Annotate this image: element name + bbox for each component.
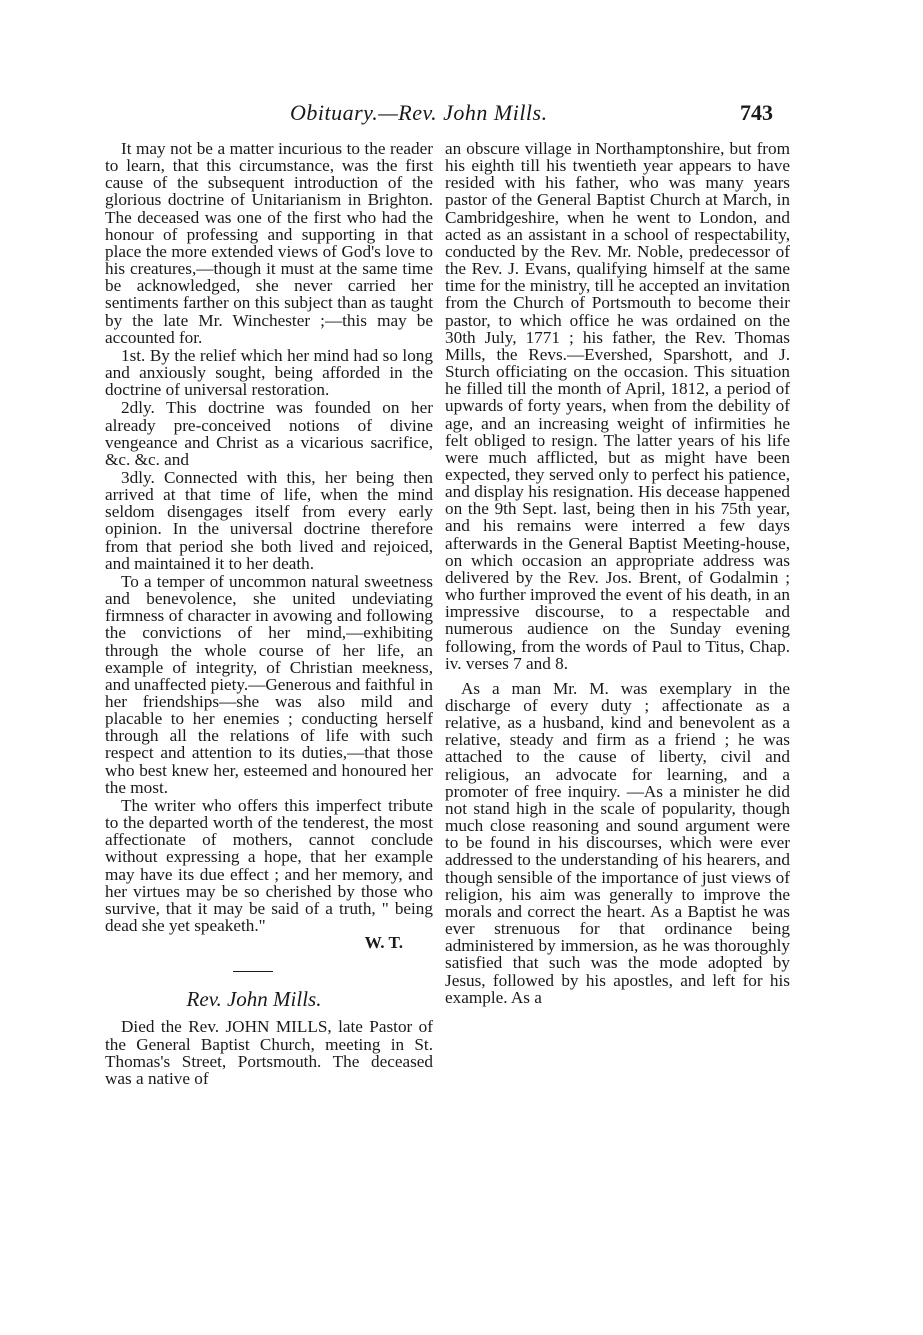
running-title: Obituary.—Rev. John Mills. — [290, 100, 548, 125]
paragraph: To a temper of uncommon natural sweetness and benevolence, she united undeviating firmness of character in avowing and following the convictions of her mind,—exhibiting through the whole course of her life, an example of integrity, of Christian meekness, and unaffected piety.—Generous and faithful in her friendships—she was also mild and placable to her enemies ; conducting herself through all the relations of life with such respect and attention to its duties,—that those who best knew her, esteemed and honoured her the most. — [105, 571, 433, 797]
paragraph: 3dly. Connected with this, her being then arrived at that time of life, when the mind seldom disengages itself from every early opinion. In the universal doctrine therefore from that period she both lived and rejoiced, and maintained it to her death. — [105, 467, 433, 573]
paragraph: an obscure village in Northamptonshire, but from his eighth till his twentieth year appears to have resided with his father, who was many years pastor of the General Baptist Church at March, in Cambridgeshire, when he went to London, and acted as an assistant in a school of respectability, conducted by the Rev. Mr. Noble, predecessor of the Rev. J. Evans, qualifying himself at the same time for the ministry, till he accepted an invitation from the Church of Portsmouth to become their pastor, to which office he was ordained on the 30th July, 1771 ; his father, the Rev. Thomas Mills, the Revs.—Evershed, Sparshott, and J. Sturch officiating on the occasion. This situation he filled till the month of April, 1812, a period of upwards of forty years, when from the debility of age, and an increasing weight of infirmities he felt obliged to resign. The latter years of his life were much afflicted, but as might have been expected, they served only to perfect his patience, and display his resignation. His decease happened on the 9th Sept. last, being then in his 75th year, and his remains were interred a few days afterwards in the General Baptist Meeting-house, on which occasion an appropriate address was delivered by the Rev. Jos. Brent, of Godalmin ; who further improved the event of his death, in an impressive discourse, to a respectable and numerous audience on the Sunday evening following, from the words of Paul to Titus, Chap. iv. verses 7 and 8. — [445, 139, 790, 673]
signature: W. T. — [364, 933, 403, 953]
right-column — [445, 140, 790, 1006]
section-title: Rev. John Mills. — [186, 987, 322, 1012]
page-number: 743 — [740, 100, 773, 125]
paragraph: As a man Mr. M. was exemplary in the discharge of every duty ; affectionate as a relative, as a husband, kind and benevolent as a relative, steady and firm as a friend ; he was attached to the cause of liberty, civil and religious, an advocate for learning, and a promoter of free inquiry. —As a minister he did not stand high in the scale of popularity, though much close reasoning and sound argument were to be found in his discourses, which were ever addressed to the understanding of his hearers, and though sensible of the importance of just views of religion, his aim was generally to improve the morals and correct the heart. As a Baptist he was ever strenuous for that ordinance being administered by immersion, as he was thoroughly satisfied that such was the mode adopted by Jesus, followed by his apostles, and left for his example. As a — [445, 678, 790, 1007]
paragraph: 1st. By the relief which her mind had so long and anxiously sought, being afforded in the doctrine of universal restoration. — [105, 345, 433, 400]
paragraph: Died the Rev. JOHN MILLS, late Pastor of the General Baptist Church, meeting in St. Thomas's Street, Portsmouth. The deceased was a native of — [105, 1017, 433, 1088]
left-column — [105, 140, 433, 1087]
section-divider — [233, 971, 273, 972]
paragraph: 2dly. This doctrine was founded on her already pre-conceived notions of divine vengeance and Christ as a vicarious sacrifice, &c. &c. and — [105, 398, 433, 469]
paragraph: The writer who offers this imperfect tribute to the departed worth of the tenderest, the most affectionate of mothers, cannot conclude without expressing a hope, that her example may have its due effect ; and her memory, and her virtues may be so cherished by those who survive, that it may be said of a truth, " being dead she yet speaketh." — [105, 795, 433, 936]
paragraph: It may not be a matter incurious to the reader to learn, that this circumstance, was the first cause of the subsequent introduction of the glorious doctrine of Unitarianism in Brighton. The deceased was one of the first who had the honour of professing and supporting in that place the more extended views of God's love to his creatures,—though it must at the same time be acknowledged, she never carried her sentiments farther on this subject than as taught by the late Mr. Winchester ;—this may be accounted for. — [105, 139, 433, 347]
